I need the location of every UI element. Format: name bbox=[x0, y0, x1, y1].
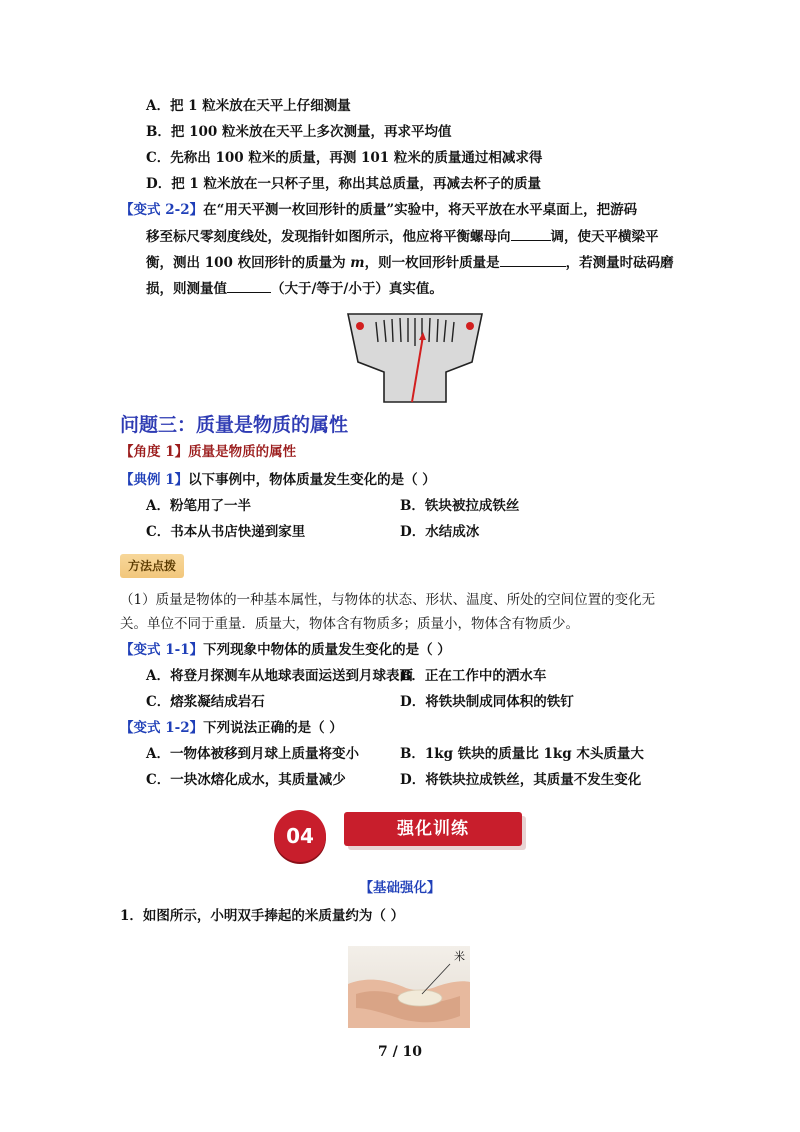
section3-heading: 问题三：质量是物质的属性 bbox=[120, 414, 349, 436]
variant-1-1-line bbox=[120, 640, 451, 660]
basic-heading bbox=[0, 878, 800, 898]
answer-blank-3 bbox=[227, 278, 271, 293]
method-line-1: （1）质量是物体的一种基本属性，与物体的状态、形状、温度、所处的空间位置的变化无 bbox=[120, 592, 656, 608]
variant-1-1-option-d: D．将铁块制成同体积的铁钉 bbox=[400, 694, 574, 710]
option-c-top: C．先称出 100 粒米的质量，再测 101 粒米的质量通过相减求得 bbox=[146, 150, 543, 166]
variant-1-2-line bbox=[120, 718, 343, 738]
variant-1-2-option-c: C．一块冰熔化成水，其质量减少 bbox=[146, 772, 346, 788]
variant-2-2-text2a: 移至标尺零刻度线处，发现指针如图所示，他应将平衡螺母向 bbox=[146, 229, 511, 245]
variant-2-2-text: 在“用天平测一枚回形针的质量”实验中，将天平放在水平桌面上，把游码 bbox=[203, 202, 638, 218]
photo-rice-label: 米 bbox=[454, 950, 465, 963]
option-b-top: B．把 100 粒米放在天平上多次测量，再求平均值 bbox=[146, 124, 452, 140]
variant-1-1-label: 【变式 1-1】 bbox=[120, 642, 204, 658]
banner-title: 强化训练 bbox=[397, 819, 469, 839]
variant-1-2-option-b: B．1kg 铁块的质量比 1kg 木头质量大 bbox=[400, 746, 644, 762]
variant-2-2-text3a: 衡，测出 100 枚回形针的质量为 bbox=[146, 255, 351, 271]
example-1-line bbox=[120, 470, 436, 490]
variant-2-2-line4 bbox=[146, 278, 443, 299]
option-a-top: A．把 1 粒米放在天平上仔细测量 bbox=[146, 98, 351, 114]
question-1: 1．如图所示，小明双手捧起的米质量约为（ ） bbox=[120, 908, 405, 924]
variant-1-2-label: 【变式 1-2】 bbox=[120, 720, 204, 736]
answer-blank-1 bbox=[511, 226, 551, 241]
balance-pointer-figure bbox=[346, 308, 484, 408]
method-line-2: 关。单位不同于重量．质量大，物体含有物质多；质量小，物体含有物质少。 bbox=[120, 616, 579, 632]
angle-1-text: 质量是物质的属性 bbox=[188, 444, 297, 460]
variant-2-2-line3 bbox=[146, 252, 674, 273]
variant-1-2-option-d: D．将铁块拉成铁丝，其质量不发生变化 bbox=[400, 772, 642, 788]
angle-1-line bbox=[120, 442, 296, 462]
page-number: 7 / 10 bbox=[377, 1044, 423, 1060]
variant-2-2-text3c: ，若测量时砝码磨 bbox=[565, 255, 674, 271]
example-1-option-d: D．水结成冰 bbox=[400, 524, 480, 540]
variant-1-1-option-c: C．熔浆凝结成岩石 bbox=[146, 694, 265, 710]
variant-2-2-text3b: ，则一枚回形针质量是 bbox=[364, 255, 500, 271]
option-d-top: D．把 1 粒米放在一只杯子里，称出其总质量，再减去杯子的质量 bbox=[146, 176, 541, 192]
variant-2-2-text4b: （大于/等于/小于）真实值。 bbox=[271, 281, 443, 297]
example-1-option-a: A．粉笔用了一半 bbox=[146, 498, 251, 514]
method-tip-tag: 方法点拨 bbox=[120, 554, 184, 578]
variant-2-2-text4a: 损，则测量值 bbox=[146, 281, 227, 297]
variant-1-1-option-b: B．正在工作中的洒水车 bbox=[400, 668, 547, 684]
basic-heading-text: 【基础强化】 bbox=[359, 880, 441, 896]
variable-m: m bbox=[350, 255, 365, 271]
variant-1-1-text: 下列现象中物体的质量发生变化的是（ ） bbox=[203, 642, 451, 658]
angle-1-label: 【角度 1】 bbox=[120, 444, 189, 460]
variant-1-1-option-a: A．将登月探测车从地球表面运送到月球表面 bbox=[146, 668, 413, 684]
variant-2-2-text2b: 调，使天平横梁平 bbox=[550, 229, 659, 245]
example-1-text: 以下事例中，物体质量发生变化的是（ ） bbox=[188, 472, 436, 488]
variant-2-2-line2 bbox=[146, 226, 659, 247]
variant-2-2-line1 bbox=[120, 200, 637, 220]
answer-blank-2 bbox=[500, 252, 566, 267]
hands-holding-rice-photo bbox=[348, 946, 470, 1028]
variant-2-2-label: 【变式 2-2】 bbox=[120, 202, 204, 218]
variant-1-2-text: 下列说法正确的是（ ） bbox=[203, 720, 343, 736]
section-banner bbox=[274, 808, 524, 858]
example-1-label: 【典例 1】 bbox=[120, 472, 189, 488]
example-1-option-c: C．书本从书店快递到家里 bbox=[146, 524, 306, 540]
banner-number: 04 bbox=[286, 824, 314, 848]
variant-1-2-option-a: A．一物体被移到月球上质量将变小 bbox=[146, 746, 359, 762]
example-1-option-b: B．铁块被拉成铁丝 bbox=[400, 498, 520, 514]
